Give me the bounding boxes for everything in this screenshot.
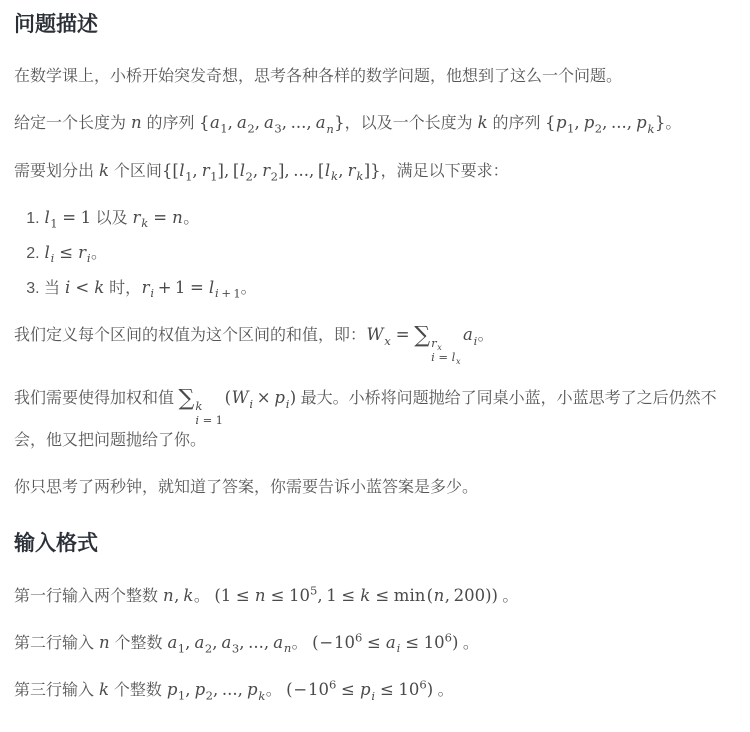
- paragraph: 给定一个长度为 n 的序列 {$a_1$, $a_2$, $a_3$, ..., $a_n$}，以及一个长度为 k 的序列 {$p_1$, $p_2$, ..., $p_k$}。: [14, 113, 682, 136]
- math-inline: i < k: [64, 278, 105, 298]
- math-inline: $p_1$, $p_2$, ..., $p_k$: [166, 680, 266, 703]
- math-inline: n, k: [162, 586, 194, 605]
- math-inline: k: [98, 680, 109, 700]
- math-inline: k: [477, 113, 488, 133]
- constraint-list-item: 2. $l_i \le r_i$。: [44, 239, 735, 267]
- math-inline: k: [98, 160, 109, 180]
- math-inline: $l_i \le r_i$: [44, 242, 91, 266]
- paragraph: 我们需要使得加权和值 ∑ k i = 1 $(W_i \times p_i)$ 最大。小桥将问题抛给了同桌小蓝，小蓝思考了之后仍然不会，他又把问题抛给了你。: [14, 385, 717, 450]
- constraint-list-item: 1. $l_1 = 1$ 以及 $r_k = n$。: [44, 204, 735, 232]
- paragraph: 第三行输入 k 个整数 $p_1$, $p_2$, ..., $p_k$。 $(-10^6 \le p_i \le 10^6)$ 。: [14, 677, 454, 703]
- problem-description-body: [14, 63, 735, 501]
- math-inline: {$p_1$, $p_2$, ..., $p_k$}: [545, 113, 666, 136]
- paragraph: 在数学课上，小桥开始突发奇想，思考各种各样的数学问题，他想到了这么一个问题。: [14, 68, 623, 86]
- paragraph: 你只思考了两秒钟，就知道了答案，你需要告诉小蓝答案是多少。: [14, 478, 479, 496]
- input-format-section: [14, 531, 735, 705]
- math-inline: n: [130, 113, 142, 133]
- paragraph: 第二行输入 n 个整数 $a_1$, $a_2$, $a_3$, ..., $a_n$。 $(-10^6 \le a_i \le 10^6)$ 。: [14, 630, 479, 656]
- paragraph: 第一行输入两个整数 n, k。 ($1 \le n \le 10^5$, 1 ≤ k ≤ min(n, 200)) 。: [14, 583, 519, 605]
- math-inline: {$a_1$, $a_2$, $a_3$, ..., $a_n$}: [198, 113, 345, 136]
- paragraph: 我们定义每个区间的权值为这个区间的和值，即：$W_x$ = ∑ $r_x$ $i = l_x$ $a_i$。: [14, 322, 494, 367]
- math-inline: $(-10^6 \le a_i \le 10^6)$: [312, 630, 459, 656]
- problem-description-section: [14, 12, 735, 501]
- constraint-list: [14, 204, 735, 303]
- math-inline: $W_x$ = ∑ $r_x$ $i = l_x$ $a_i$: [366, 322, 478, 367]
- input-format-body: [14, 582, 735, 705]
- math-inline: $(-10^6 \le p_i \le 10^6)$: [286, 677, 434, 703]
- section-heading-input-format: 输入格式: [14, 531, 98, 555]
- section-heading-problem-description: 问题描述: [14, 13, 98, 36]
- math-inline: $r_k = n$: [132, 207, 183, 231]
- paragraph: 需要划分出 k 个区间{[$l_1$, $r_1$], [$l_2$, $r_2$], ..., [$l_k$, $r_k$]}，满足以下要求：: [14, 160, 509, 183]
- math-inline: ($1 \le n \le 10^5$, 1 ≤ k ≤ min(n, 200)): [214, 583, 498, 605]
- math-inline: {[$l_1$, $r_1$], [$l_2$, $r_2$], ..., [$l_k$, $r_k$]}: [161, 160, 381, 183]
- math-inline: $a_1$, $a_2$, $a_3$, ..., $a_n$: [167, 633, 292, 656]
- math-inline: ∑ k i = 1 $(W_i \times p_i)$: [178, 385, 297, 427]
- constraint-list-item: 3. 当 i < k 时，$r_i + 1 = l_{i + 1}$。: [44, 274, 735, 302]
- math-inline: $r_i + 1 = l_{i + 1}$: [141, 278, 241, 301]
- math-inline: $l_1 = 1$: [44, 207, 92, 231]
- math-inline: n: [98, 633, 110, 653]
